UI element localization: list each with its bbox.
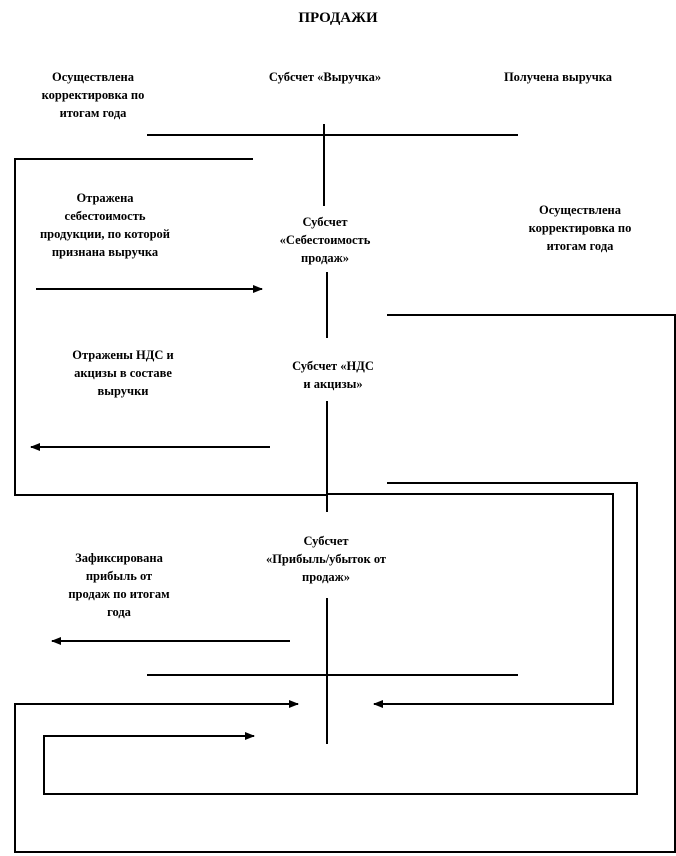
label-profit-subaccount: Субсчет «Прибыль/убыток от продаж» bbox=[265, 534, 387, 584]
label-vat-subaccount: Субсчет «НДС и акцизы» bbox=[292, 359, 374, 391]
label-cost-subaccount: Субсчет «Себестоимость продаж» bbox=[279, 215, 371, 265]
label-revenue-subaccount: Субсчет «Выручка» bbox=[268, 70, 382, 84]
inner-connector bbox=[327, 494, 613, 704]
label-vat-excise: Отражены НДС и акцизы в составе выручки bbox=[72, 348, 174, 398]
right-adjustment-connector bbox=[15, 315, 675, 852]
middle-connector bbox=[44, 483, 637, 794]
label-cost-recognized: Отражена себестоимость продукции, по которой признана выручка bbox=[39, 191, 170, 259]
label-profit-recorded: Зафиксирована прибыль от продаж по итогам года bbox=[68, 551, 170, 619]
diagram-title: ПРОДАЖИ bbox=[298, 10, 378, 26]
label-right-adjustment: Осуществлена корректировка по итогам года bbox=[528, 203, 632, 253]
left-connector bbox=[15, 159, 327, 495]
label-top-left-adjustment: Осуществлена корректировка по итогам года bbox=[41, 70, 145, 120]
label-revenue-received: Получена выручка bbox=[503, 70, 613, 84]
